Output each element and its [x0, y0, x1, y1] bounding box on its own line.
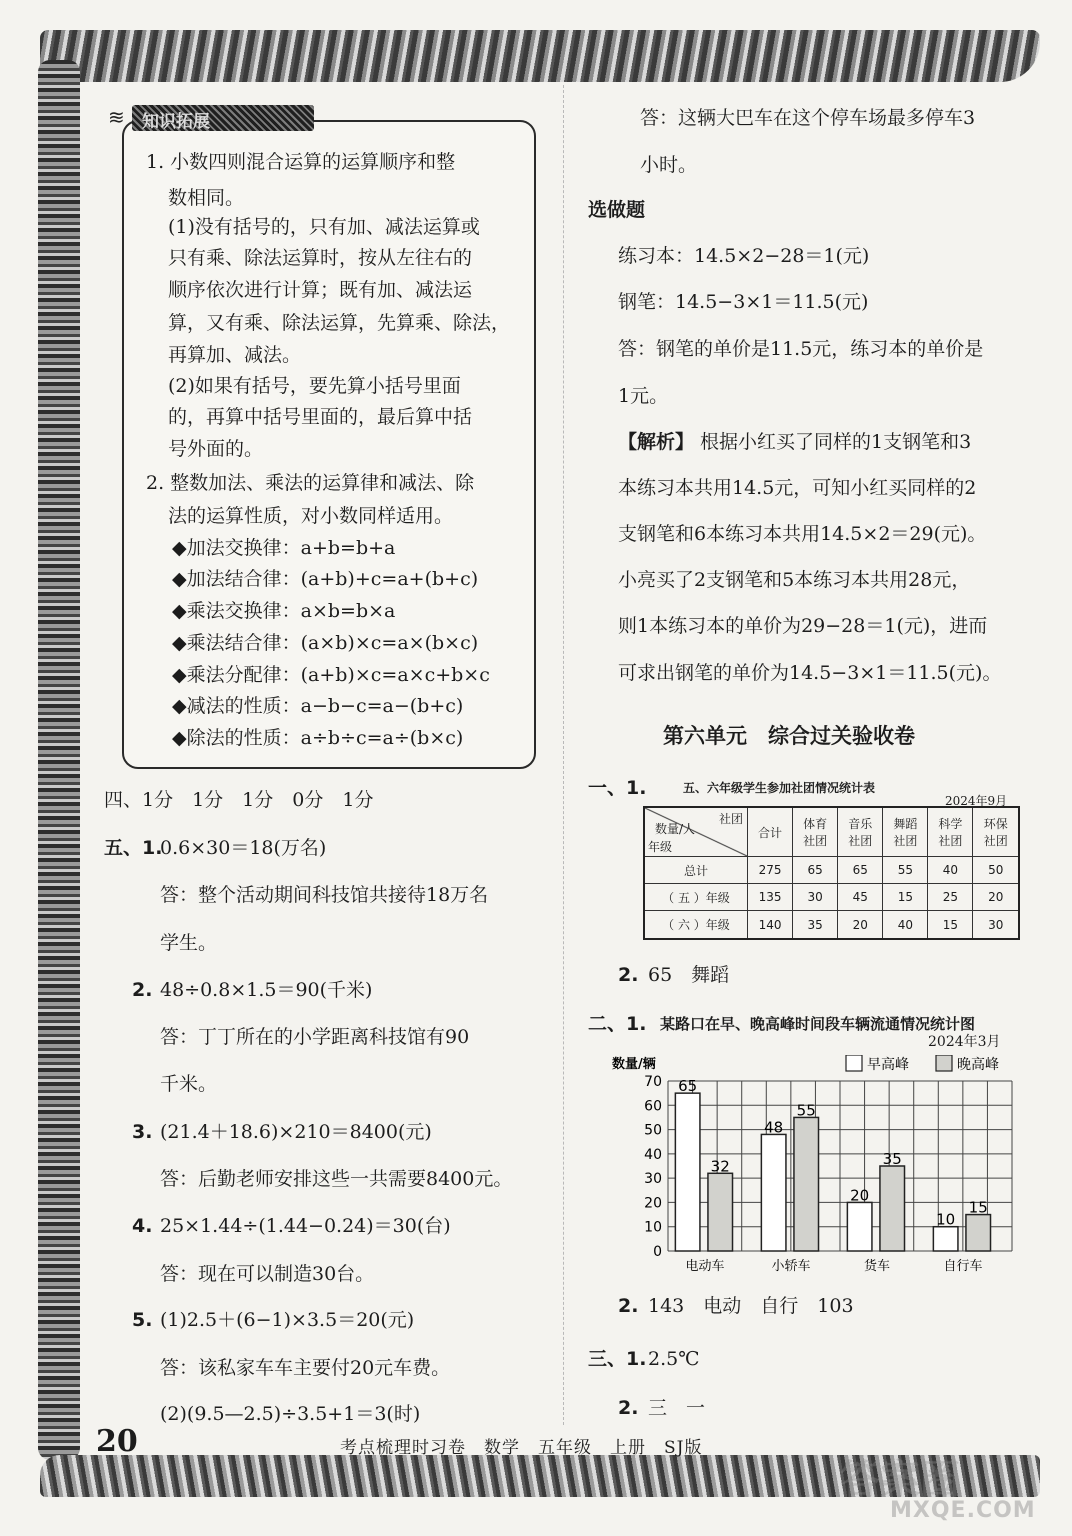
q1-label: 一、1. [588, 777, 647, 799]
knowledge-line: ◆加法结合律：(a+b)+c=a+(b+c) [172, 568, 479, 590]
section-5-2-answer-cont: 千米。 [160, 1073, 218, 1095]
legend-swatch-evening [936, 1055, 952, 1071]
section-5-5-equation: (1)2.5＋(6−1)×3.5＝20(元) [160, 1309, 415, 1331]
table-title: 五、六年级学生参加社团情况统计表 [683, 781, 876, 795]
table-cell: 45 [838, 884, 883, 911]
table-cell: 135 [748, 884, 793, 911]
diag-bottom-label: 年级 [648, 840, 673, 854]
chart-date: 2024年3月 [928, 1034, 1001, 1050]
q3-2-label: 2. [618, 1397, 639, 1419]
bar-evening [708, 1173, 733, 1251]
knowledge-line: 顺序依次进行计算；既有加、减法运 [168, 279, 473, 301]
page-number: 20 [96, 1424, 138, 1459]
table-cell: （ 六 ）年级 [644, 911, 748, 939]
optional-equation-2: 钢笔：14.5−3×1＝11.5(元) [618, 291, 869, 313]
y-tick-label: 10 [644, 1219, 662, 1236]
knowledge-line: 的，再算中括号里面的，最后算中括 [168, 406, 473, 428]
section-5-4-equation: 25×1.44÷(1.44−0.24)＝30(台) [160, 1215, 451, 1237]
unit-title: 第六单元 综合过关验收卷 [663, 724, 915, 748]
knowledge-line: 算，又有乘、除法运算，先算乘、除法， [168, 312, 511, 334]
knowledge-line: (2)如果有括号，要先算小括号里面 [168, 375, 461, 397]
table-cell: 20 [838, 911, 883, 939]
table-cell: 65 [793, 857, 838, 884]
section-5-1-label: 五、1. [104, 837, 163, 859]
table-cell: 30 [793, 884, 838, 911]
optional-title: 选做题 [588, 199, 646, 221]
section-5-2-label: 2. [132, 979, 153, 1001]
table-cell: 140 [748, 911, 793, 939]
knowledge-line: 2. 整数加法、乘法的运算律和减法、除 [146, 472, 475, 494]
q1-2-label: 2. [618, 964, 639, 986]
diag-top-label: 社团 [718, 812, 743, 826]
q2-label: 二、1. [588, 1013, 647, 1035]
bar-value-label: 48 [764, 1118, 784, 1137]
knowledge-line: ◆乘法交换律：a×b=b×a [172, 600, 396, 622]
table-row [644, 857, 1019, 884]
table-header: 环保 社团 [973, 807, 1019, 857]
bus-answer: 答：这辆大巴车在这个停车场最多停车3 [640, 107, 976, 129]
section-4-answers: 四、1分 1分 1分 0分 1分 [104, 789, 374, 811]
section-5-1-answer: 答：整个活动期间科技馆共接待18万名 [160, 884, 489, 906]
section-5-5-label: 5. [132, 1309, 153, 1331]
traffic-bar-chart [612, 1055, 1022, 1277]
x-category-label: 自行车 [943, 1259, 983, 1274]
bar-morning [933, 1227, 958, 1251]
table-cell: 15 [928, 911, 973, 939]
y-tick-label: 50 [644, 1122, 662, 1139]
club-stats-table [643, 806, 1020, 940]
knowledge-line: 法的运算性质，对小数同样适用。 [168, 505, 454, 527]
q3-1-answer: 2.5℃ [648, 1348, 700, 1370]
table-diagonal-header [644, 807, 748, 857]
bar-evening [794, 1117, 819, 1251]
table-header: 合计 [748, 807, 793, 857]
x-category-label: 小轿车 [771, 1259, 811, 1274]
table-cell: 总计 [644, 857, 748, 884]
decorative-top-border [40, 30, 1040, 82]
table-row [644, 884, 1019, 911]
section-5-3-answer: 答：后勤老师安排这些一共需要8400元。 [160, 1168, 513, 1190]
analysis-line: 小亮买了2支钢笔和5本练习本共用28元， [618, 569, 971, 591]
column-divider [563, 85, 564, 1425]
bar-value-label: 32 [710, 1157, 730, 1176]
knowledge-line: 再算加、减法。 [168, 344, 302, 366]
analysis-tag: 【解析】 [618, 431, 695, 453]
bar-value-label: 35 [882, 1150, 902, 1168]
section-5-4-answer: 答：现在可以制造30台。 [160, 1263, 375, 1285]
q3-2-answer: 三 一 [648, 1397, 706, 1419]
bar-morning [761, 1134, 786, 1251]
knowledge-line: ◆加法交换律：a+b=b+a [172, 537, 396, 559]
watermark-url: MXQE.COM [890, 1498, 1036, 1523]
section-5-1-equation: 0.6×30＝18(万名) [160, 837, 327, 859]
knowledge-line: 数相同。 [168, 187, 245, 209]
table-cell: 15 [883, 884, 928, 911]
optional-answer-cont: 1元。 [618, 385, 669, 407]
analysis-line: 可求出钢笔的单价为14.5−3×1＝11.5(元)。 [618, 662, 1002, 684]
table-cell: 30 [973, 911, 1019, 939]
knowledge-line: 号外面的。 [168, 438, 264, 460]
table-cell: 35 [793, 911, 838, 939]
y-tick-label: 70 [644, 1074, 662, 1090]
bar-value-label: 15 [968, 1198, 988, 1217]
table-cell: 65 [838, 857, 883, 884]
table-cell: 50 [973, 857, 1019, 884]
optional-equation-1: 练习本：14.5×2−28＝1(元) [618, 245, 870, 267]
y-tick-label: 40 [644, 1146, 662, 1163]
section-5-3-label: 3. [132, 1121, 153, 1143]
analysis-line: 支钢笔和6本练习本共用14.5×2＝29(元)。 [618, 523, 987, 545]
y-tick-label: 30 [644, 1171, 662, 1188]
q2-2-label: 2. [618, 1295, 639, 1317]
optional-answer: 答：钢笔的单价是11.5元，练习本的单价是 [618, 338, 984, 360]
table-header: 音乐 社团 [838, 807, 883, 857]
section-5-2-answer: 答：丁丁所在的小学距离科技馆有90 [160, 1026, 470, 1048]
knowledge-line: ◆乘法结合律：(a×b)×c=a×(b×c) [172, 632, 479, 654]
knowledge-line: ◆乘法分配律：(a+b)×c=a×c+b×c [172, 664, 490, 686]
table-cell: 25 [928, 884, 973, 911]
bar-morning [847, 1202, 872, 1251]
legend-label-morning: 早高峰 [867, 1057, 909, 1073]
q3-label: 三、1. [588, 1348, 647, 1370]
table-cell: 20 [973, 884, 1019, 911]
watermark-logo: 答案圈 [840, 1457, 960, 1503]
table-row [644, 911, 1019, 939]
knowledge-line: ◆减法的性质：a−b−c=a−(b+c) [172, 695, 464, 717]
bar-value-label: 20 [850, 1186, 870, 1205]
section-5-4-label: 4. [132, 1215, 153, 1237]
legend-label-evening: 晚高峰 [957, 1057, 999, 1073]
bar-value-label: 10 [936, 1210, 956, 1229]
section-5-1-answer-cont: 学生。 [160, 932, 218, 954]
x-category-label: 货车 [863, 1259, 891, 1274]
table-cell: 275 [748, 857, 793, 884]
table-header: 舞蹈 社团 [883, 807, 928, 857]
table-cell: 40 [883, 911, 928, 939]
bar-evening [966, 1215, 991, 1251]
bus-answer-cont: 小时。 [640, 154, 698, 176]
legend-swatch-morning [846, 1055, 862, 1071]
wave-icon: ≋ [108, 105, 125, 129]
bar-value-label: 65 [678, 1077, 698, 1096]
table-date: 2024年9月 [945, 794, 1008, 808]
chart-title: 某路口在早、晚高峰时间段车辆流通情况统计图 [660, 1015, 976, 1033]
analysis-line: 则1本练习本的单价为29−28＝1(元)，进而 [618, 615, 988, 637]
analysis-line: 根据小红买了同样的1支钢笔和3 [700, 431, 972, 453]
table-header: 科学 社团 [928, 807, 973, 857]
knowledge-line: (1)没有括号的，只有加、减法运算或 [168, 216, 480, 238]
knowledge-line: ◆除法的性质：a÷b÷c=a÷(b×c) [172, 727, 464, 749]
x-category-label: 电动车 [685, 1259, 725, 1274]
q2-2-answer: 143 电动 自行 103 [648, 1295, 854, 1317]
y-tick-label: 60 [644, 1098, 662, 1115]
diag-mid-label: 数量/人 [655, 822, 696, 836]
section-5-3-equation: (21.4＋18.6)×210＝8400(元) [160, 1121, 432, 1143]
section-5-5-answer: 答：该私家车车主要付20元车费。 [160, 1357, 451, 1379]
knowledge-line: 1. 小数四则混合运算的运算顺序和整 [146, 151, 456, 173]
table-cell: （ 五 ）年级 [644, 884, 748, 911]
y-tick-label: 0 [653, 1244, 662, 1260]
decorative-left-border [38, 60, 80, 1460]
table-cell: 40 [928, 857, 973, 884]
table-header: 体育 社团 [793, 807, 838, 857]
table-cell: 55 [883, 857, 928, 884]
chart-legend [846, 1055, 999, 1073]
knowledge-tab-label: 知识拓展 [142, 112, 210, 132]
book-info: 考点梳理时习卷 数学 五年级 上册 SJ版 [340, 1438, 703, 1458]
section-5-5-equation-2: (2)(9.5—2.5)÷3.5+1＝3(时) [160, 1403, 421, 1425]
analysis-line: 本练习本共用14.5元，可知小红买同样的2 [618, 477, 977, 499]
section-5-2-equation: 48÷0.8×1.5＝90(千米) [160, 979, 373, 1001]
q1-2-answer: 65 舞蹈 [648, 964, 730, 986]
knowledge-line: 只有乘、除法运算时，按从左往右的 [168, 247, 473, 269]
y-axis-label: 数量/辆 [612, 1057, 656, 1072]
y-tick-label: 20 [644, 1195, 662, 1212]
bar-evening [880, 1166, 905, 1251]
bar-value-label: 55 [796, 1101, 816, 1120]
bar-morning [675, 1093, 700, 1251]
